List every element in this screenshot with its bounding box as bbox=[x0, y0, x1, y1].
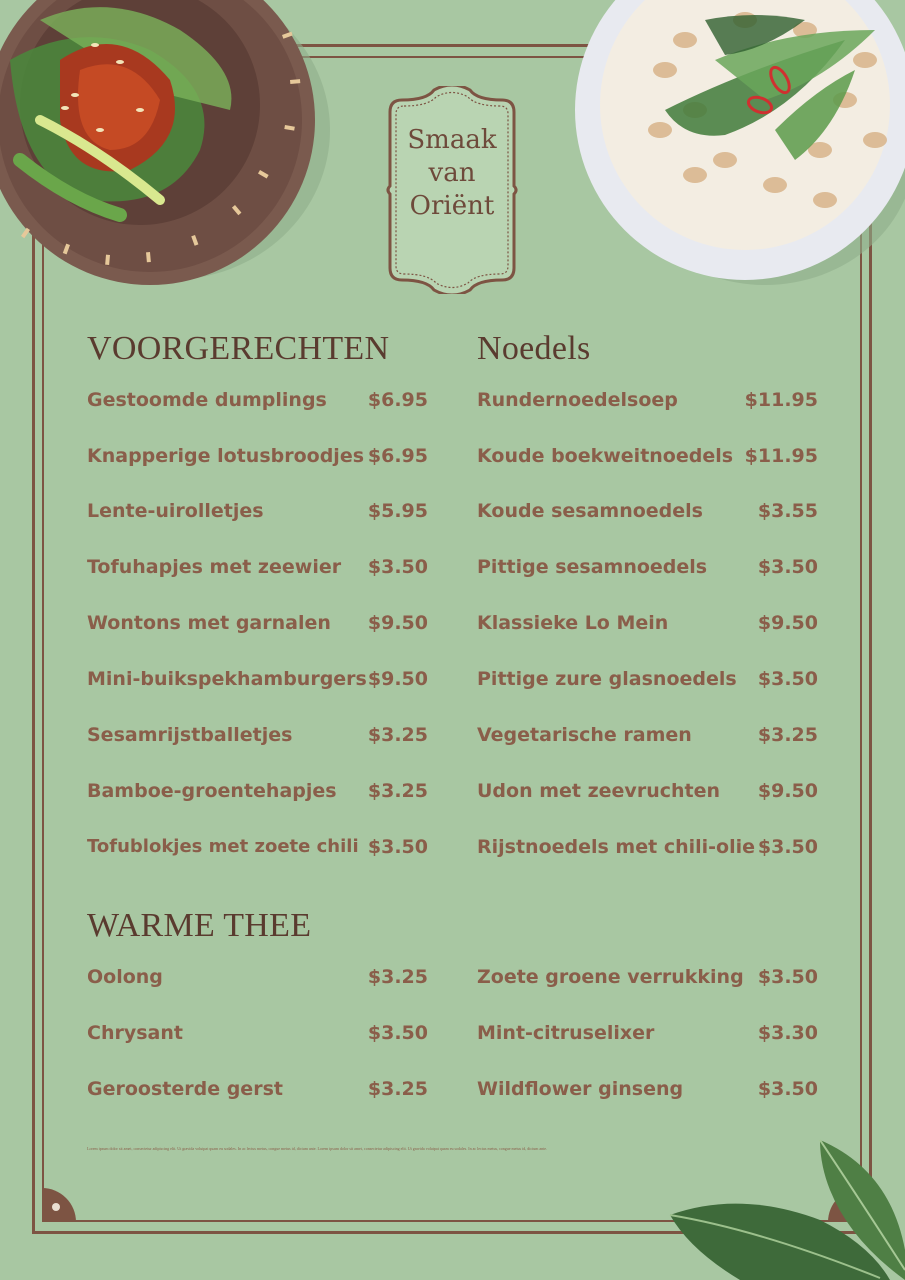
heading-noodles: Noedels bbox=[477, 330, 591, 367]
menu-item-price: $3.25 bbox=[757, 724, 818, 746]
menu-item-price: $3.50 bbox=[757, 1078, 818, 1100]
menu-item-price: $3.50 bbox=[757, 556, 818, 578]
menu-item-name: Lente-uirolletjes bbox=[87, 500, 264, 522]
menu-item-name: Sesamrijstballetjes bbox=[87, 724, 293, 746]
menu-item-price: $9.50 bbox=[757, 612, 818, 634]
menu-item-name: Oolong bbox=[87, 966, 163, 988]
menu-item-name: Gestoomde dumplings bbox=[87, 389, 327, 411]
menu-item-price: $3.50 bbox=[367, 1022, 428, 1044]
menu-item-price: $9.50 bbox=[367, 668, 428, 690]
menu-item-name: Zoete groene verrukking bbox=[477, 966, 744, 988]
menu-item-price: $9.50 bbox=[367, 612, 428, 634]
menu-item-price: $3.25 bbox=[367, 780, 428, 802]
leaf-decoration bbox=[660, 1130, 905, 1280]
menu-item-name: Mini-buikspekhamburgers bbox=[87, 668, 367, 690]
menu-item-price: $3.50 bbox=[367, 836, 428, 858]
menu-item-name: Tofublokjes met zoete chili bbox=[87, 836, 359, 857]
menu-item-price: $3.50 bbox=[757, 836, 818, 858]
menu-item-price: $3.50 bbox=[367, 556, 428, 578]
title-line-1: Smaak bbox=[407, 125, 497, 155]
menu-item-price: $3.50 bbox=[757, 966, 818, 988]
menu-item-name: Pittige sesamnoedels bbox=[477, 556, 708, 578]
menu-item-price: $3.25 bbox=[367, 724, 428, 746]
menu-item-price: $5.95 bbox=[367, 500, 428, 522]
noodle-dish-illustration bbox=[0, 0, 330, 300]
menu-item-price: $6.95 bbox=[367, 389, 428, 411]
menu-item-price: $6.95 bbox=[367, 445, 428, 467]
heading-tea: WARME THEE bbox=[87, 907, 312, 944]
menu-item-price: $3.30 bbox=[757, 1022, 818, 1044]
menu-item-price: $3.50 bbox=[757, 668, 818, 690]
menu-item-name: Klassieke Lo Mein bbox=[477, 612, 669, 634]
menu-item-price: $3.25 bbox=[367, 966, 428, 988]
menu-item-name: Geroosterde gerst bbox=[87, 1078, 283, 1100]
title-line-2: van bbox=[428, 158, 476, 188]
menu-item-name: Koude boekweitnoedels bbox=[477, 445, 734, 467]
menu-item-name: Knapperige lotusbroodjes bbox=[87, 445, 365, 467]
menu-item-name: Mint-citruselixer bbox=[477, 1022, 655, 1044]
title-line-3: Oriënt bbox=[409, 191, 495, 221]
menu-item-name: Bamboe-groentehapjes bbox=[87, 780, 337, 802]
menu-item-name: Udon met zeevruchten bbox=[477, 780, 721, 802]
menu-item-price: $3.25 bbox=[367, 1078, 428, 1100]
menu-item-price: $3.55 bbox=[757, 500, 818, 522]
menu-item-price: $11.95 bbox=[744, 445, 818, 467]
menu-item-name: Vegetarische ramen bbox=[477, 724, 692, 746]
menu-item-name: Tofuhapjes met zeewier bbox=[87, 556, 342, 578]
rice-dish-illustration bbox=[575, 0, 905, 290]
fine-print: Lorem ipsum dolor sit amet, consectetur adipiscing elit. Ut gravida volutpat quam eu sodales. In ac lectus metus, congue metus id, dictum ante. Lorem ipsum dolor sit amet, consectetur adipiscing elit. Ut gravida volutpat quam eu sodales. In ac lectus metus, congue metus id, dictum ante. bbox=[87, 1146, 547, 1151]
menu-item-price: $9.50 bbox=[757, 780, 818, 802]
menu-item-name: Wildflower ginseng bbox=[477, 1078, 684, 1100]
restaurant-title bbox=[382, 124, 522, 223]
heading-starters: VOORGERECHTEN bbox=[87, 330, 390, 367]
menu-item-name: Wontons met garnalen bbox=[87, 612, 331, 634]
menu-item-name: Koude sesamnoedels bbox=[477, 500, 703, 522]
menu-item-name: Rijstnoedels met chili-olie bbox=[477, 836, 755, 858]
menu-item-name: Chrysant bbox=[87, 1022, 183, 1044]
menu-item-price: $11.95 bbox=[744, 389, 818, 411]
menu-item-name: Rundernoedelsoep bbox=[477, 389, 678, 411]
menu-item-name: Pittige zure glasnoedels bbox=[477, 668, 737, 690]
